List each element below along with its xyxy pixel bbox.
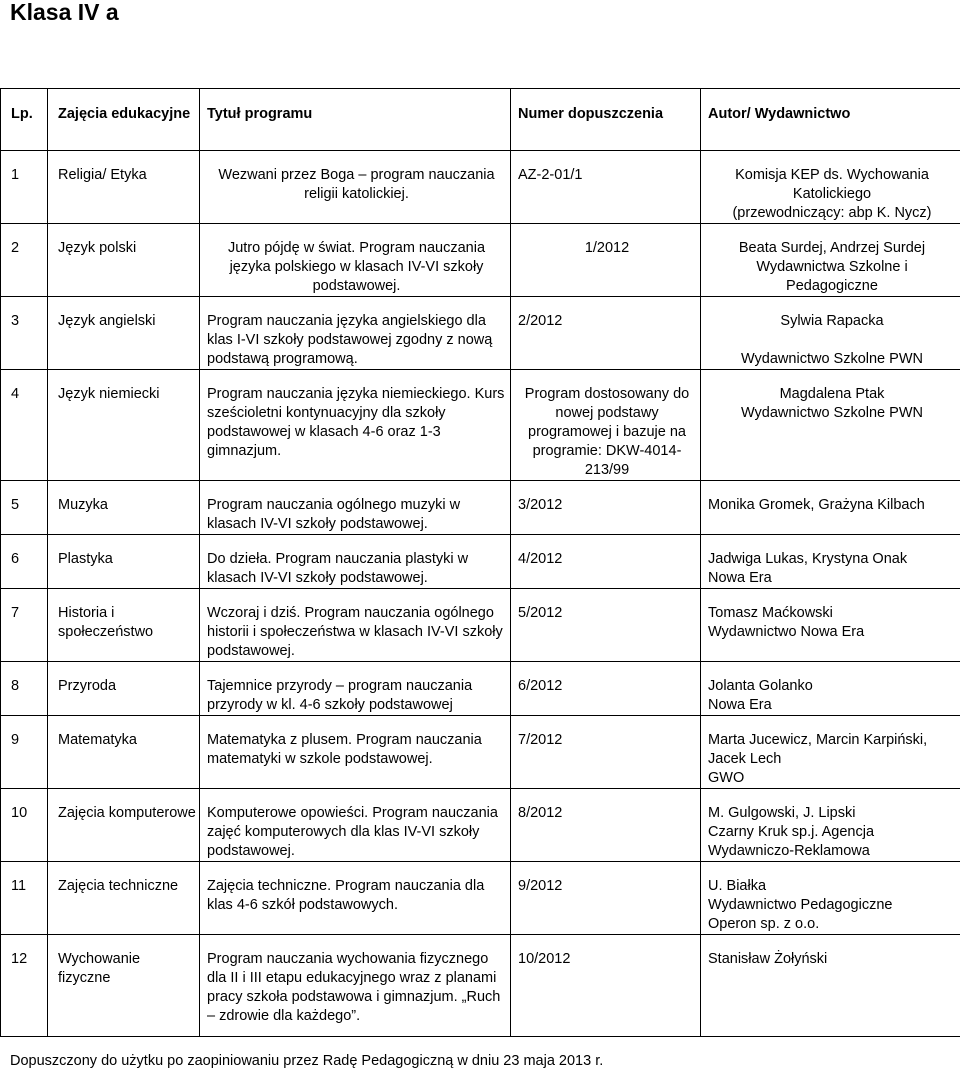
cell-zajecia: Zajęcia techniczne [48, 862, 200, 935]
cell-autor [701, 370, 960, 481]
autor-line: Wydawnictwo Pedagogiczne [708, 897, 893, 913]
cell-numer: 10/2012 [511, 935, 701, 1037]
table-row [1, 370, 960, 481]
autor-line: Marta Jucewicz, Marcin Karpiński, [708, 732, 928, 748]
table-row [1, 789, 960, 862]
cell-numer: 7/2012 [511, 716, 701, 789]
cell-lp: 4 [1, 370, 48, 481]
cell-tytul: Do dzieła. Program nauczania plastyki w klasach IV-VI szkoły podstawowej. [200, 535, 511, 589]
autor-line: Nowa Era [708, 570, 772, 586]
cell-zajecia: Język angielski [48, 297, 200, 370]
cell-lp: 5 [1, 481, 48, 535]
cell-tytul: Wezwani przez Boga – program nauczania religii katolickiej. [200, 151, 511, 224]
approval-footer: Dopuszczony do użytku po zaopiniowaniu przez Radę Pedagogiczną w dniu 23 maja 2013 r. [10, 1053, 604, 1069]
autor-line: Stanisław Żołyński [708, 951, 828, 967]
table-row [1, 662, 960, 716]
header-lp: Lp. [1, 89, 48, 151]
cell-tytul: Matematyka z plusem. Program nauczania matematyki w szkole podstawowej. [200, 716, 511, 789]
cell-lp: 6 [1, 535, 48, 589]
cell-lp: 3 [1, 297, 48, 370]
cell-lp: 8 [1, 662, 48, 716]
cell-tytul: Program nauczania ogólnego muzyki w klasach IV-VI szkoły podstawowej. [200, 481, 511, 535]
autor-line: Tomasz Maćkowski [708, 605, 833, 621]
cell-tytul: Zajęcia techniczne. Program nauczania dla klas 4-6 szkół podstawowych. [200, 862, 511, 935]
autor-line: Czarny Kruk sp.j. Agencja [708, 824, 875, 840]
cell-zajecia: Religia/ Etyka [48, 151, 200, 224]
cell-tytul: Program nauczania języka angielskiego dla klas I-VI szkoły podstawowej zgodny z nową podstawą programową. [200, 297, 511, 370]
cell-lp: 9 [1, 716, 48, 789]
page-title: Klasa IV a [10, 0, 119, 25]
autor-line: Monika Gromek, Grażyna Kilbach [708, 497, 925, 513]
table-row [1, 589, 960, 662]
cell-numer: 4/2012 [511, 535, 701, 589]
autor-line: U. Białka [708, 878, 767, 894]
autor-line: M. Gulgowski, J. Lipski [708, 805, 856, 821]
cell-numer: 9/2012 [511, 862, 701, 935]
table-row [1, 151, 960, 224]
cell-tytul: Wczoraj i dziś. Program nauczania ogólnego historii i społeczeństwa w klasach IV-VI szkoły podstawowej. [200, 589, 511, 662]
autor-line: Nowa Era [708, 697, 772, 713]
cell-zajecia: Przyroda [48, 662, 200, 716]
cell-numer: 3/2012 [511, 481, 701, 535]
autor-line: Jolanta Golanko [708, 678, 813, 694]
cell-tytul: Program nauczania języka niemieckiego. Kurs sześcioletni kontynuacyjny dla szkoły podstawowej w klasach 4-6 oraz 1-3 gimnazjum. [200, 370, 511, 481]
autor-line: GWO [708, 770, 745, 786]
cell-numer: 6/2012 [511, 662, 701, 716]
cell-numer: 8/2012 [511, 789, 701, 862]
autor-line: Magdalena Ptak [779, 386, 885, 402]
cell-autor [701, 862, 960, 935]
autor-line: Komisja KEP ds. Wychowania [735, 167, 929, 183]
cell-tytul: Komputerowe opowieści. Program nauczania zajęć komputerowych dla klas IV-VI szkoły podstawowej. [200, 789, 511, 862]
cell-tytul: Tajemnice przyrody – program nauczania przyrody w kl. 4-6 szkoły podstawowej [200, 662, 511, 716]
autor-line: Jacek Lech [708, 751, 782, 767]
autor-line: (przewodniczący: abp K. Nycz) [732, 205, 932, 221]
cell-zajecia: Język niemiecki [48, 370, 200, 481]
cell-lp: 7 [1, 589, 48, 662]
cell-lp: 2 [1, 224, 48, 297]
cell-autor [701, 535, 960, 589]
autor-line: Sylwia Rapacka [780, 313, 884, 329]
curriculum-table [0, 88, 960, 1037]
table-row [1, 535, 960, 589]
cell-autor [701, 662, 960, 716]
table-row [1, 716, 960, 789]
table-row [1, 297, 960, 370]
cell-zajecia: Historia i społeczeństwo [48, 589, 200, 662]
cell-autor [701, 151, 960, 224]
cell-zajecia: Język polski [48, 224, 200, 297]
cell-autor [701, 935, 960, 1037]
cell-autor [701, 481, 960, 535]
table-row [1, 481, 960, 535]
cell-zajecia: Matematyka [48, 716, 200, 789]
cell-numer: 2/2012 [511, 297, 701, 370]
cell-numer: 5/2012 [511, 589, 701, 662]
autor-line: Wydawnictwa Szkolne i [756, 259, 908, 275]
autor-line: Beata Surdej, Andrzej Surdej [738, 240, 926, 256]
table-row [1, 935, 960, 1037]
cell-zajecia: Wychowanie fizyczne [48, 935, 200, 1037]
header-tytul: Tytuł programu [200, 89, 511, 151]
cell-autor [701, 589, 960, 662]
cell-numer: AZ-2-01/1 [511, 151, 701, 224]
cell-zajecia: Zajęcia komputerowe [48, 789, 200, 862]
table-row [1, 224, 960, 297]
table-row [1, 862, 960, 935]
cell-autor [701, 789, 960, 862]
cell-numer: 1/2012 [511, 224, 701, 297]
autor-line: Jadwiga Lukas, Krystyna Onak [708, 551, 908, 567]
cell-zajecia: Plastyka [48, 535, 200, 589]
header-zajecia: Zajęcia edukacyjne [48, 89, 200, 151]
autor-line: Wydawnictwo Szkolne PWN [741, 351, 923, 367]
autor-line: Operon sp. z o.o. [708, 916, 820, 932]
autor-line: Katolickiego [792, 186, 872, 202]
cell-autor [701, 297, 960, 370]
autor-line: Wydawnictwo Szkolne PWN [741, 405, 923, 421]
table-header-row [1, 89, 960, 151]
cell-lp: 11 [1, 862, 48, 935]
header-numer: Numer dopuszczenia [511, 89, 701, 151]
autor-line: Wydawniczo-Reklamowa [708, 843, 870, 859]
header-autor: Autor/ Wydawnictwo [701, 89, 960, 151]
cell-zajecia: Muzyka [48, 481, 200, 535]
cell-lp: 12 [1, 935, 48, 1037]
autor-line: Pedagogiczne [786, 278, 878, 294]
cell-numer: Program dostosowany do nowej podstawy programowej i bazuje na programie: DKW-4014-213/99 [511, 370, 701, 481]
cell-autor [701, 224, 960, 297]
cell-autor [701, 716, 960, 789]
autor-line: Wydawnictwo Nowa Era [708, 624, 865, 640]
cell-lp: 10 [1, 789, 48, 862]
cell-tytul: Program nauczania wychowania fizycznego dla II i III etapu edukacyjnego wraz z planami pracy szkoła podstawowa i gimnazjum. „Ruch – zdrowie dla każdego”. [200, 935, 511, 1037]
cell-lp: 1 [1, 151, 48, 224]
cell-tytul: Jutro pójdę w świat. Program nauczania języka polskiego w klasach IV-VI szkoły podstawowej. [200, 224, 511, 297]
